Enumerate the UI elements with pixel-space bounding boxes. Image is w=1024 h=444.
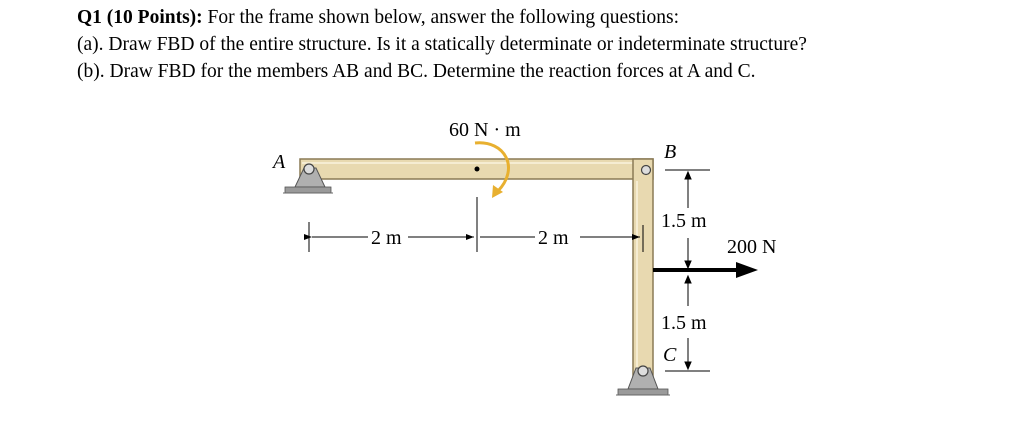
question-intro: For the frame shown below, answer the following questions: xyxy=(207,7,680,28)
moment-point xyxy=(475,167,480,172)
dimension-upper: 1.5 m xyxy=(661,210,707,232)
pin-b xyxy=(642,166,651,175)
question-heading: Q1 (10 Points): xyxy=(77,7,203,28)
dimension-lower: 1.5 m xyxy=(661,312,707,334)
dimension-left: 2 m xyxy=(371,227,402,249)
question-part-a: (a). Draw FBD of the entire structure. Is it a statically determinate or indeterminate structure? xyxy=(77,34,807,55)
label-point-a: A xyxy=(273,151,286,173)
question-part-b: (b). Draw FBD for the members AB and BC. Determine the reaction forces at A and C. xyxy=(77,61,756,82)
label-point-c: C xyxy=(663,344,677,366)
horizontal-dimension xyxy=(309,197,643,252)
force-label: 200 N xyxy=(727,236,777,258)
moment-label: 60 N · m xyxy=(449,119,521,141)
force-arrow xyxy=(653,262,758,278)
dimension-right: 2 m xyxy=(538,227,569,249)
label-point-b: B xyxy=(664,141,677,163)
pin-support-c xyxy=(616,366,670,395)
